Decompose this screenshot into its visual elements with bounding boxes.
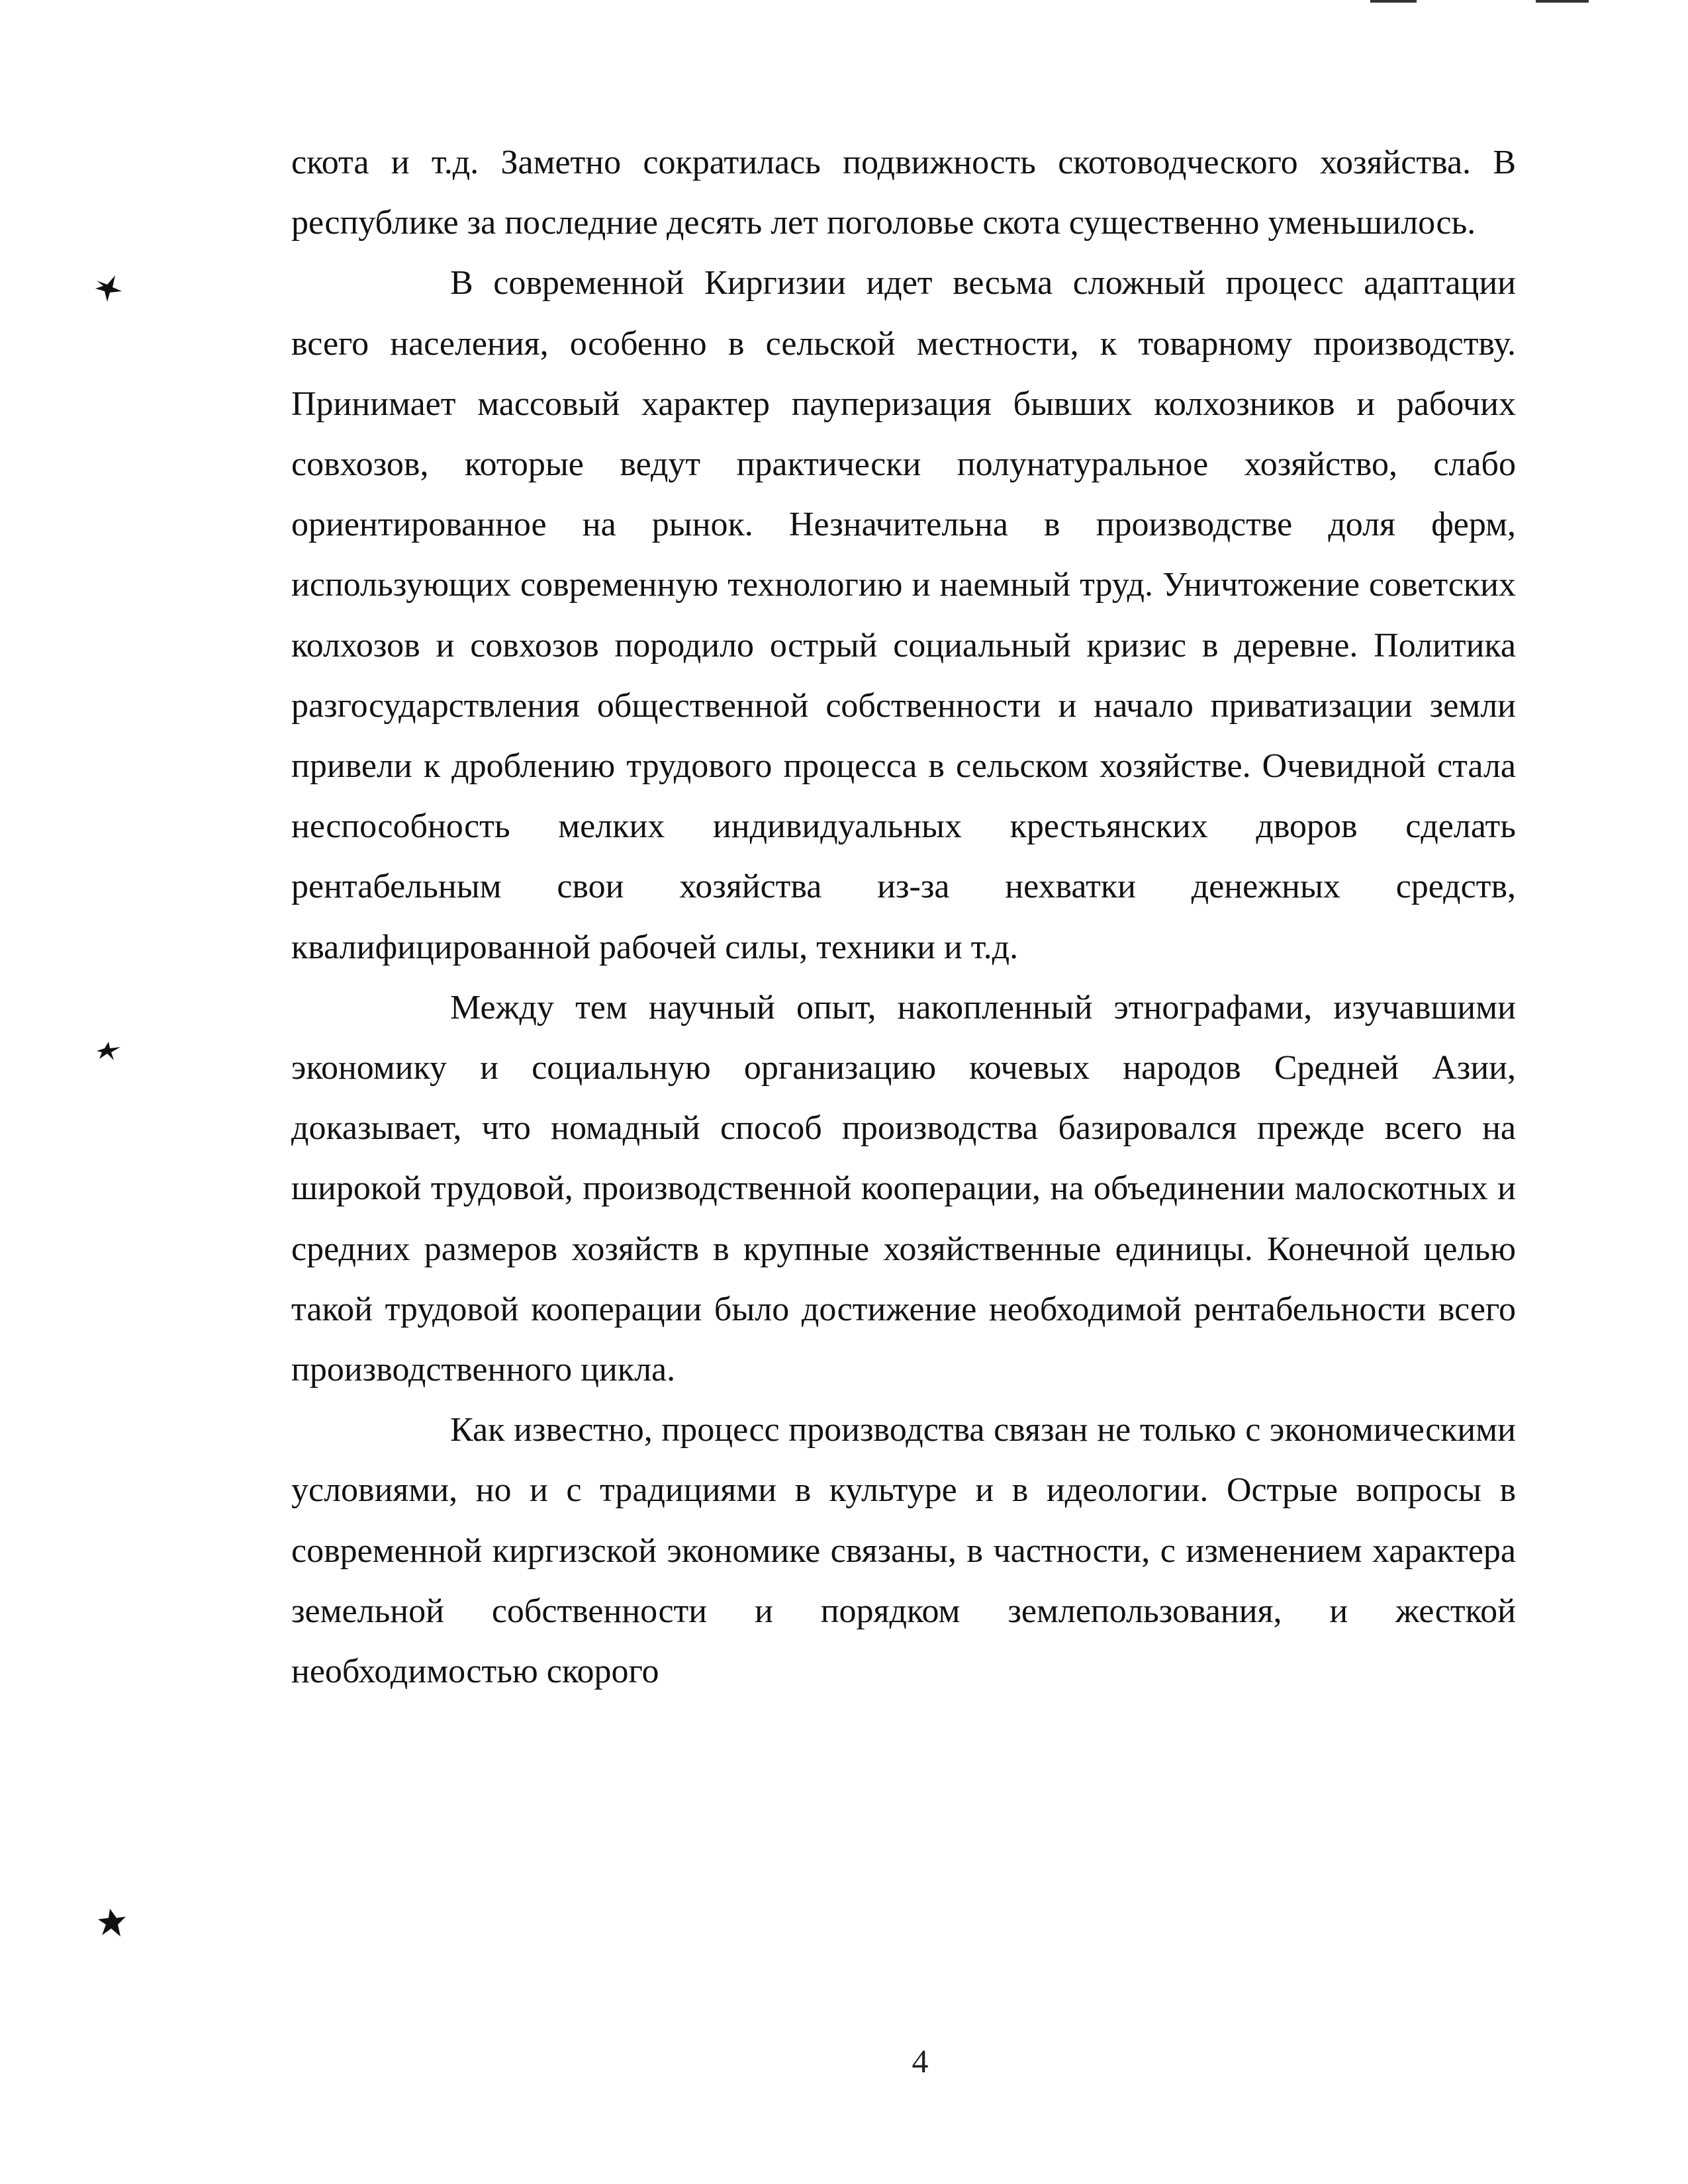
body-text (291, 132, 1516, 1702)
scan-edge-mark (1370, 0, 1417, 3)
scan-blot-mark (93, 271, 126, 304)
paragraph-4: Как известно, процесс производства связан не только с экономическими условиями, но и с традициями в культуре и в идеологии. Острые вопросы в современной киргизской экономике связаны, в частности, с изменением характера земельной собственности и порядком землепользования, и жесткой необходимостью скорого (291, 1411, 1516, 1691)
scan-blot-mark (94, 1039, 123, 1063)
scan-blot-mark (97, 1906, 128, 1940)
page-number: 4 (912, 2042, 929, 2079)
paragraph-3: Между тем научный опыт, накопленный этнографами, изучавшими экономику и социальную организацию кочевых народов Средней Азии, доказывает, что номадный способ производства базировался прежде всего на широкой трудовой, производственной кооперации, на объединении малоскотных и средних размеров хозяйств в крупные хозяйственные единицы. Конечной целью такой трудовой кооперации было достижение необходимой рентабельности всего производственного цикла. (291, 988, 1516, 1389)
paragraph-2: В современной Киргизии идет весьма сложный процесс адаптации всего населения, особенно в сельской местности, к товарному производству. Принимает массовый характер пауперизация бывших колхозников и рабочих совхозов, которые ведут практически полунатуральное хозяйство, слабо ориентированное на рынок. Незначительна в производстве доля ферм, использующих современную технологию и наемный труд. Уничтожение советских колхозов и совхозов породило острый социальный кризис в деревне. Политика разгосударствления общественной собственности и начало приватизации земли привели к дроблению трудового процесса в сельском хозяйстве. Очевидной стала неспособность мелких индивидуальных крестьянских дворов сделать рентабельным свои хозяйства из-за нехватки денежных средств, квалифицированной рабочей силы, техники и т.д. (291, 264, 1516, 966)
scan-edge-mark (1536, 0, 1589, 3)
paragraph-1: скота и т.д. Заметно сократилась подвижность скотоводческого хозяйства. В республике за последние десять лет поголовье скота существенно уменьшилось. (291, 144, 1516, 242)
